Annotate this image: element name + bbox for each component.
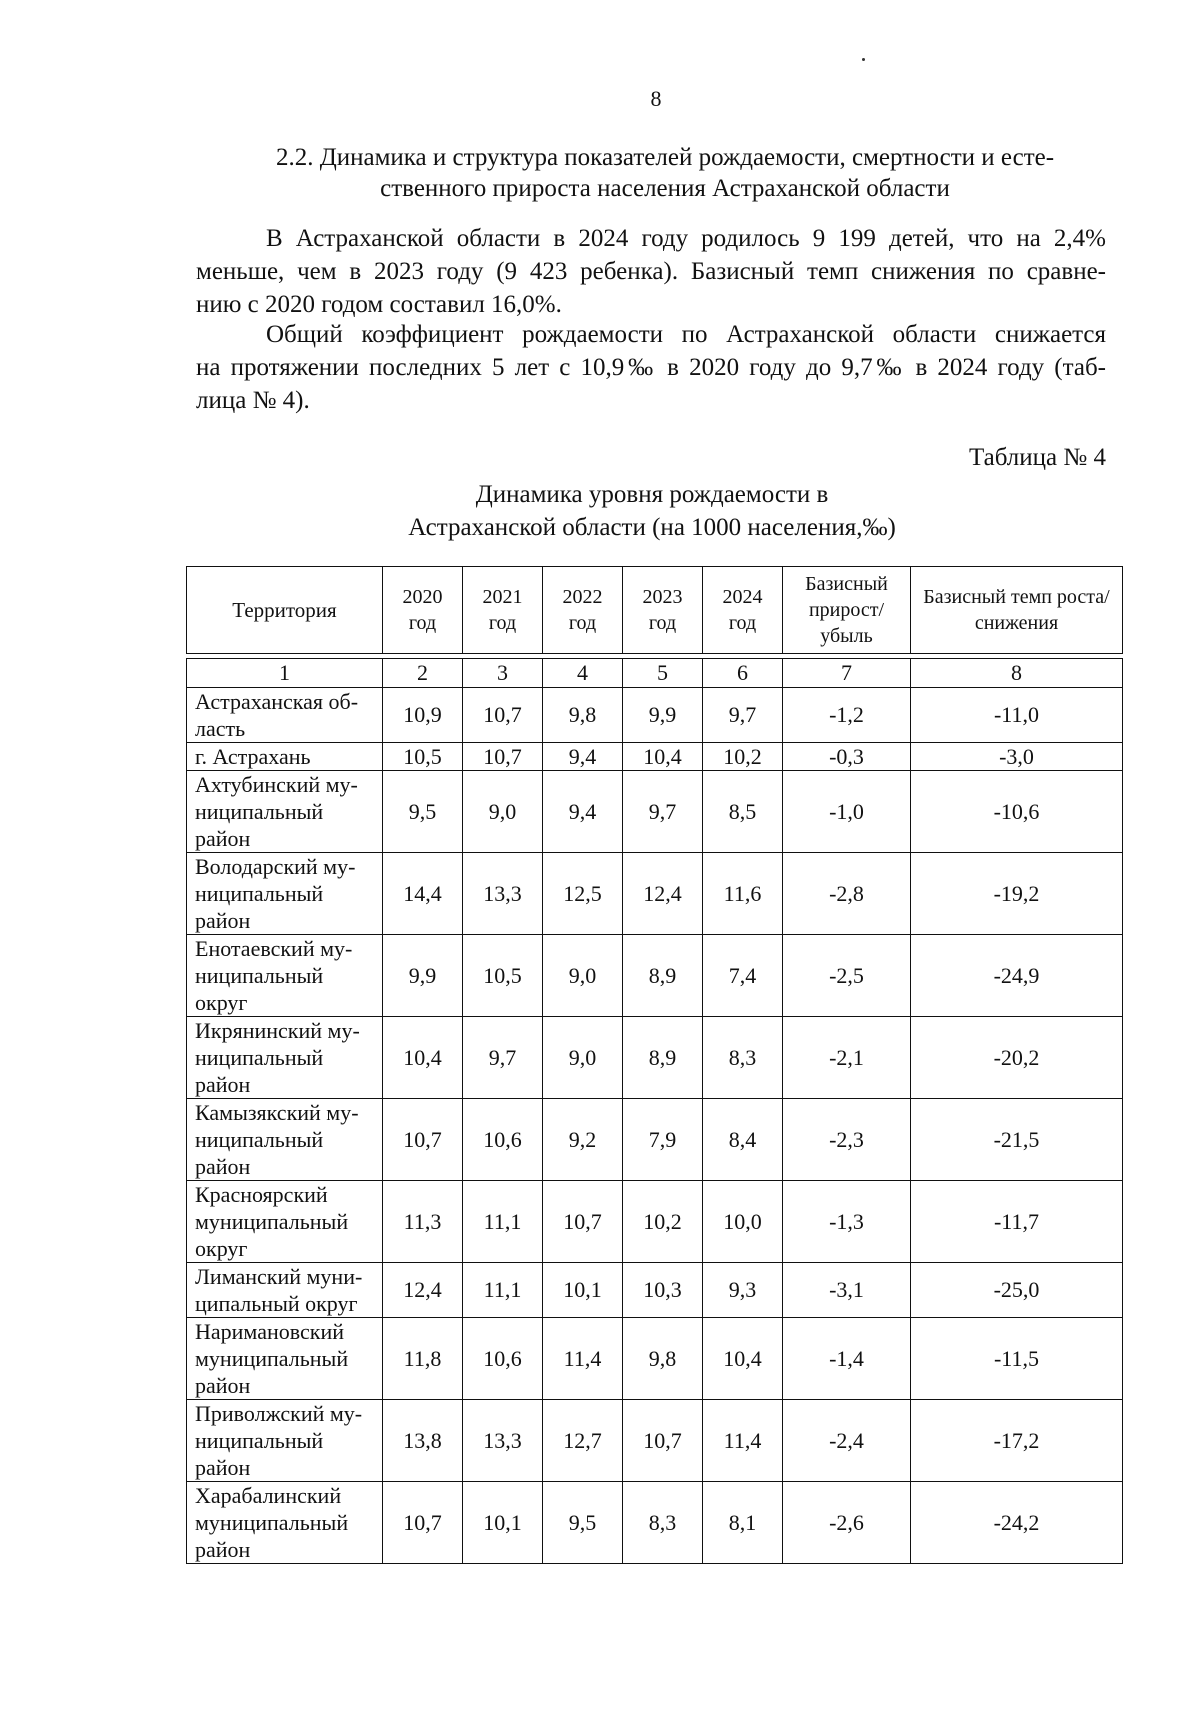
table-row [187,1482,1123,1564]
value-cell: 10,5 [383,743,463,771]
heading-line-2: ственного прироста населения Астраханской области [380,175,950,202]
value-cell: 10,7 [463,688,543,743]
paragraph-line: Общий коэффициент рождаемости по Астраханской области снижается [266,321,1106,348]
value-cell: 10,7 [623,1400,703,1482]
value-cell: 9,3 [703,1263,783,1318]
table-row [187,743,1123,771]
paragraph-birth-rate [196,318,1106,417]
column-number: 8 [911,659,1123,688]
value-cell: 10,3 [623,1263,703,1318]
value-cell: -20,2 [911,1017,1123,1099]
value-cell: 10,4 [623,743,703,771]
value-cell: 10,5 [463,935,543,1017]
value-cell: 9,2 [543,1099,623,1181]
table-row [187,853,1123,935]
territory-cell: Енотаевский му- ниципальный округ [187,935,383,1017]
header-territory: Территория [187,567,383,654]
table-label: Таблица № 4 [968,444,1106,471]
value-cell: 11,8 [383,1318,463,1400]
header-2024: 2024 год [703,567,783,654]
value-cell: 8,1 [703,1482,783,1564]
value-cell: -24,9 [911,935,1123,1017]
territory-cell: г. Астрахань [187,743,383,771]
territory-cell: Лиманский муни- ципальный округ [187,1263,383,1318]
table-title-line-1: Динамика уровня рождаемости в [475,481,829,508]
value-cell: 10,2 [703,743,783,771]
value-cell: 10,1 [463,1482,543,1564]
value-cell: -25,0 [911,1263,1123,1318]
value-cell: -11,5 [911,1318,1123,1400]
value-cell: -1,2 [783,688,911,743]
value-cell: 9,4 [543,743,623,771]
value-cell: -10,6 [911,771,1123,853]
territory-cell: Володарский му- ниципальный район [187,853,383,935]
value-cell: 10,6 [463,1099,543,1181]
value-cell: 10,6 [463,1318,543,1400]
value-cell: 9,8 [543,688,623,743]
column-number: 1 [187,659,383,688]
value-cell: -2,6 [783,1482,911,1564]
value-cell: -2,4 [783,1400,911,1482]
paragraph-line: нию с 2020 годом составил 16,0%. [196,291,562,318]
scan-speck [862,58,865,61]
value-cell: 10,9 [383,688,463,743]
value-cell: 9,9 [623,688,703,743]
value-cell: 10,7 [543,1181,623,1263]
territory-cell: Приволжский му- ниципальный район [187,1400,383,1482]
territory-cell: Камызякский му- ниципальный район [187,1099,383,1181]
territory-cell: Астраханская об- ласть [187,688,383,743]
table-row [187,1017,1123,1099]
value-cell: 8,5 [703,771,783,853]
value-cell: 11,1 [463,1181,543,1263]
heading-line-1: 2.2. Динамика и структура показателей рождаемости, смертности и есте- [275,144,1055,171]
value-cell: 11,4 [543,1318,623,1400]
value-cell: 13,3 [463,1400,543,1482]
value-cell: 12,4 [383,1263,463,1318]
value-cell: 9,4 [543,771,623,853]
table-row [187,1181,1123,1263]
value-cell: -24,2 [911,1482,1123,1564]
value-cell: 8,9 [623,1017,703,1099]
value-cell: 12,4 [623,853,703,935]
value-cell: 12,5 [543,853,623,935]
value-cell: 10,4 [703,1318,783,1400]
value-cell: 10,2 [623,1181,703,1263]
paragraph-births [196,222,1106,321]
value-cell: 9,9 [383,935,463,1017]
column-number-row [187,659,1123,688]
table-title [382,478,922,544]
territory-cell: Красноярский муниципальный округ [187,1181,383,1263]
value-cell: 8,4 [703,1099,783,1181]
value-cell: -2,8 [783,853,911,935]
table-row [187,771,1123,853]
value-cell: -2,3 [783,1099,911,1181]
value-cell: -11,7 [911,1181,1123,1263]
header-base-rate: Базисный темп роста/снижения [911,567,1123,654]
value-cell: 11,4 [703,1400,783,1482]
value-cell: -0,3 [783,743,911,771]
value-cell: -11,0 [911,688,1123,743]
birth-rate-table [186,566,1123,1564]
table-row [187,1318,1123,1400]
value-cell: 9,5 [543,1482,623,1564]
column-number: 6 [703,659,783,688]
value-cell: 11,3 [383,1181,463,1263]
value-cell: -1,0 [783,771,911,853]
section-heading [230,142,1100,204]
value-cell: -19,2 [911,853,1123,935]
column-number: 2 [383,659,463,688]
territory-cell: Харабалинский муниципальный район [187,1482,383,1564]
value-cell: 8,3 [703,1017,783,1099]
value-cell: -3,1 [783,1263,911,1318]
table-header-row [187,567,1123,654]
value-cell: 10,7 [463,743,543,771]
value-cell: 9,7 [463,1017,543,1099]
value-cell: 9,7 [703,688,783,743]
value-cell: 10,7 [383,1099,463,1181]
value-cell: 9,5 [383,771,463,853]
header-2022: 2022 год [543,567,623,654]
table-title-line-2: Астраханской области (на 1000 населения,‰) [408,514,896,541]
column-number: 4 [543,659,623,688]
territory-cell: Наримановский муниципальный район [187,1318,383,1400]
value-cell: 7,4 [703,935,783,1017]
value-cell: 10,1 [543,1263,623,1318]
value-cell: 9,0 [463,771,543,853]
value-cell: 7,9 [623,1099,703,1181]
value-cell: 8,9 [623,935,703,1017]
table-row [187,1099,1123,1181]
territory-cell: Ахтубинский му- ниципальный район [187,771,383,853]
column-number: 7 [783,659,911,688]
value-cell: 14,4 [383,853,463,935]
column-number: 3 [463,659,543,688]
table-row [187,688,1123,743]
value-cell: -1,3 [783,1181,911,1263]
header-2023: 2023 год [623,567,703,654]
value-cell: 10,0 [703,1181,783,1263]
table-row [187,1263,1123,1318]
value-cell: -3,0 [911,743,1123,771]
value-cell: -17,2 [911,1400,1123,1482]
value-cell: -21,5 [911,1099,1123,1181]
value-cell: -1,4 [783,1318,911,1400]
paragraph-line: меньше, чем в 2023 году (9 423 ребенка). Базисный темп снижения по сравне- [196,258,1106,285]
header-2021: 2021 год [463,567,543,654]
value-cell: 9,0 [543,1017,623,1099]
table-row [187,935,1123,1017]
territory-cell: Икрянинский му- ниципальный район [187,1017,383,1099]
header-2020: 2020 год [383,567,463,654]
value-cell: 9,8 [623,1318,703,1400]
value-cell: 10,4 [383,1017,463,1099]
value-cell: 9,7 [623,771,703,853]
value-cell: 11,6 [703,853,783,935]
value-cell: 11,1 [463,1263,543,1318]
value-cell: -2,1 [783,1017,911,1099]
page-number: 8 [650,86,662,111]
column-number: 5 [623,659,703,688]
header-base-change: Базисный прирост/ убыль [783,567,911,654]
paragraph-line: лица № 4). [196,387,310,414]
value-cell: 9,0 [543,935,623,1017]
value-cell: 10,7 [383,1482,463,1564]
table-row [187,1400,1123,1482]
value-cell: 12,7 [543,1400,623,1482]
paragraph-line: В Астраханской области в 2024 году родилось 9 199 детей, что на 2,4% [266,225,1106,252]
value-cell: 13,3 [463,853,543,935]
value-cell: -2,5 [783,935,911,1017]
paragraph-line: на протяжении последних 5 лет с 10,9‰ в 2020 году до 9,7‰ в 2024 году (таб- [196,354,1106,381]
value-cell: 13,8 [383,1400,463,1482]
value-cell: 8,3 [623,1482,703,1564]
